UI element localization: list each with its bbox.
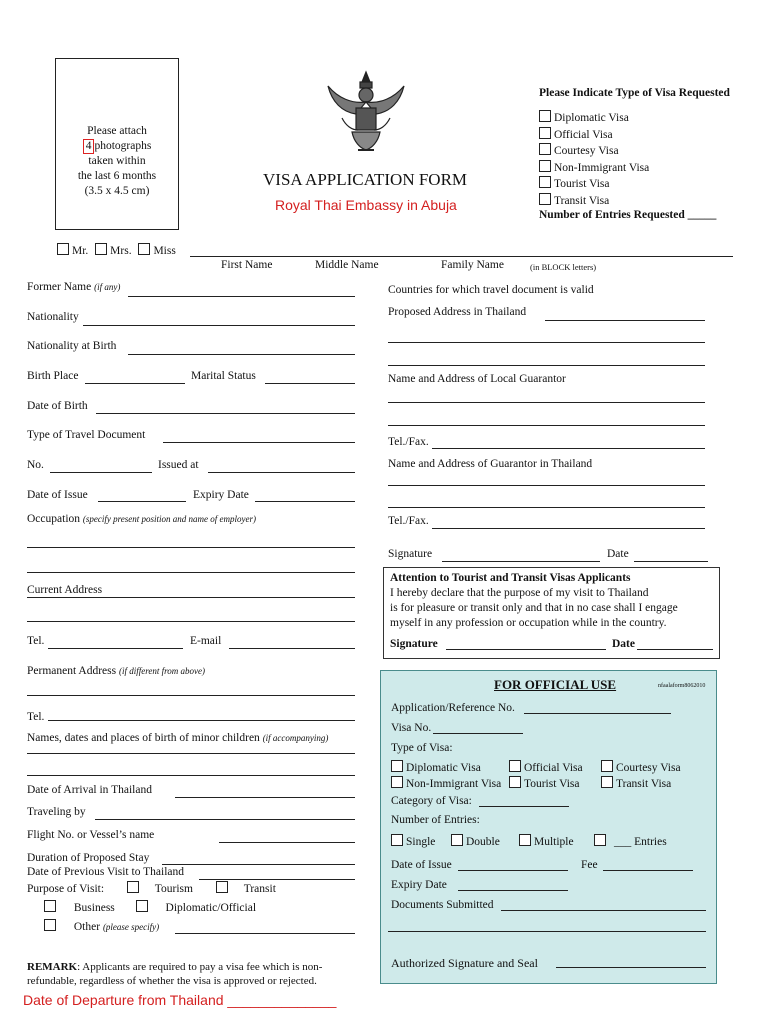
checkbox-mrs[interactable] <box>95 243 107 255</box>
checkbox[interactable] <box>391 834 403 846</box>
perm-address-label: Permanent Address (if different from above) <box>27 665 206 677</box>
children-field-2[interactable] <box>27 775 355 776</box>
checkbox[interactable] <box>539 160 551 172</box>
first-name-caption: First Name <box>221 259 273 271</box>
app-ref-label: Application/Reference No. <box>391 702 515 714</box>
checkbox[interactable] <box>539 127 551 139</box>
official-visa-transit[interactable]: Transit Visa <box>601 776 671 790</box>
checkbox[interactable] <box>594 834 606 846</box>
authorized-signature-label: Authorized Signature and Seal <box>391 956 538 970</box>
occupation-field-2[interactable] <box>27 572 355 573</box>
visa-option-non-immigrant[interactable] <box>539 160 649 177</box>
perm-address-field[interactable] <box>27 695 355 696</box>
birth-place-label: Birth Place <box>27 370 79 382</box>
flight-field[interactable] <box>219 842 355 843</box>
checkbox[interactable] <box>539 176 551 188</box>
prev-visit-field[interactable] <box>199 879 355 880</box>
photo-line-5: (3.5 x 4.5 cm) <box>84 185 150 197</box>
official-use-box <box>380 670 717 984</box>
business-label: Business <box>73 902 115 914</box>
title-checkboxes <box>57 243 176 257</box>
checkbox-miss[interactable] <box>138 243 150 255</box>
authorized-signature-field[interactable] <box>556 967 706 968</box>
checkbox-mr[interactable] <box>57 243 69 255</box>
tel-label: Tel. <box>27 635 45 647</box>
photo-line-3: taken within <box>88 155 146 167</box>
declaration-signature-field[interactable] <box>446 649 606 650</box>
nationality-birth-field[interactable] <box>128 354 355 355</box>
expiry-date-field[interactable] <box>255 501 355 502</box>
purpose-row-3 <box>44 919 159 933</box>
proposed-address-field-2[interactable] <box>388 342 705 343</box>
departure-date-field[interactable]: Date of Departure from Thailand ______________ <box>23 992 337 1008</box>
checkbox[interactable] <box>391 760 403 772</box>
declaration-title: Attention to Tourist and Transit Visas Applicants <box>390 572 631 584</box>
dob-field[interactable] <box>96 413 355 414</box>
occupation-field-1[interactable] <box>27 547 355 548</box>
remark-label: REMARK <box>27 961 78 973</box>
former-name-field[interactable] <box>128 296 355 297</box>
nationality-field[interactable] <box>83 325 355 326</box>
documents-field-1[interactable] <box>501 910 706 911</box>
entry-single[interactable]: Single <box>391 834 435 848</box>
official-visa-tourist[interactable]: Tourist Visa <box>509 776 579 790</box>
checkbox[interactable] <box>601 760 613 772</box>
miss-label: Miss <box>153 245 176 257</box>
visa-option-tourist[interactable] <box>539 176 649 193</box>
duration-field[interactable] <box>162 864 355 865</box>
other-label: Other <box>73 921 101 933</box>
prev-visit-label: Date of Previous Visit to Thailand <box>27 866 184 878</box>
checkbox-other[interactable] <box>44 919 56 931</box>
checkbox[interactable] <box>601 776 613 788</box>
tel2-field[interactable] <box>48 720 355 721</box>
current-address-field-2[interactable] <box>27 621 355 622</box>
photo-line-1: Please attach <box>87 125 147 137</box>
declaration-text: I hereby declare that the purpose of my visit to Thailand is for pleasure or transit only and that in no case shall I engage myself in any profession or occupation while in the country. <box>390 587 678 629</box>
entry-double[interactable]: Double <box>451 834 500 848</box>
official-expiry-field[interactable] <box>458 890 568 891</box>
category-label: Category of Visa: <box>391 795 472 807</box>
tel2-label: Tel. <box>27 711 45 723</box>
thai-guarantor-field-1[interactable] <box>388 485 705 486</box>
visa-option-courtesy[interactable] <box>539 143 649 160</box>
checkbox[interactable] <box>539 193 551 205</box>
travel-doc-label: Type of Travel Document <box>27 429 146 441</box>
mr-label: Mr. <box>72 245 89 257</box>
declaration-date-label: Date <box>612 638 635 650</box>
official-date-issue-field[interactable] <box>458 870 568 871</box>
other-note: (please specify) <box>102 922 160 932</box>
current-address-field-1[interactable] <box>27 597 355 598</box>
fee-field[interactable] <box>603 870 693 871</box>
checkbox[interactable] <box>539 143 551 155</box>
block-letters-note: (in BLOCK letters) <box>530 262 597 272</box>
children-label: Names, dates and places of birth of minor children (if accompanying) <box>27 732 329 744</box>
expiry-date-label: Expiry Date <box>193 489 249 501</box>
entries-label: Number of Entries: <box>391 814 480 826</box>
visa-option-label: Tourist Visa <box>554 178 610 190</box>
visa-option-label: Courtesy Visa <box>554 145 619 157</box>
visa-type-options <box>539 110 649 209</box>
photo-instructions <box>56 124 178 199</box>
current-address-label: Current Address <box>27 584 103 596</box>
countries-label: Countries for which travel document is valid <box>388 284 594 296</box>
doc-no-label: No. <box>27 459 44 471</box>
local-guarantor-label: Name and Address of Local Guarantor <box>388 373 566 385</box>
checkbox[interactable] <box>509 776 521 788</box>
date-label: Date <box>607 548 629 560</box>
entry-custom[interactable]: ___ Entries <box>594 834 667 848</box>
checkbox-business[interactable] <box>44 900 56 912</box>
visa-no-field[interactable] <box>433 733 523 734</box>
date-issue-label: Date of Issue <box>27 489 88 501</box>
thai-guarantor-label: Name and Address of Guarantor in Thailand <box>388 458 593 470</box>
visa-option-label: Diplomatic Visa <box>554 112 629 124</box>
issued-at-field[interactable] <box>208 472 355 473</box>
other-field[interactable] <box>175 933 355 934</box>
telfax2-label: Tel./Fax. <box>388 515 429 527</box>
telfax1-field[interactable] <box>432 448 705 449</box>
nationality-birth-label: Nationality at Birth <box>27 340 117 352</box>
declaration-signature-label: Signature <box>390 638 438 650</box>
checkbox[interactable] <box>509 760 521 772</box>
flight-label: Flight No. or Vessel’s name <box>27 829 155 841</box>
visa-option-label: Non-Immigrant Visa <box>554 161 650 174</box>
visa-type-heading: Please Indicate Type of Visa Requested <box>539 87 730 99</box>
arrival-label: Date of Arrival in Thailand <box>27 784 152 796</box>
documents-label: Documents Submitted <box>391 899 494 911</box>
photo-attachment-box <box>55 58 179 230</box>
occupation-label: Occupation (specify present position and name of employer) <box>27 513 257 525</box>
birth-place-field[interactable] <box>85 383 185 384</box>
local-guarantor-field-2[interactable] <box>388 425 705 426</box>
transit-label: Transit <box>243 883 276 895</box>
signature-field[interactable] <box>442 561 600 562</box>
official-visa-non-immigrant[interactable]: Non-Immigrant Visa <box>391 776 501 790</box>
email-field[interactable] <box>229 648 355 649</box>
form-code: nfaalaform8062010 <box>658 683 706 689</box>
telfax2-field[interactable] <box>432 528 705 529</box>
date-issue-field[interactable] <box>98 501 186 502</box>
photo-line-4: the last 6 months <box>77 170 157 182</box>
entries-requested: Number of Entries Requested _____ <box>539 209 717 221</box>
marital-status-label: Marital Status <box>191 370 256 382</box>
app-ref-field[interactable] <box>524 713 671 714</box>
photo-line-2: photographs <box>94 140 152 152</box>
tourism-label: Tourism <box>154 883 193 895</box>
proposed-address-field[interactable] <box>545 320 705 321</box>
checkbox[interactable] <box>451 834 463 846</box>
fee-label: Fee <box>581 859 598 871</box>
tourist-declaration-box <box>383 567 720 659</box>
official-visa-official[interactable]: Official Visa <box>509 760 583 774</box>
official-date-issue-label: Date of Issue <box>391 859 452 871</box>
visa-option-official[interactable] <box>539 127 649 144</box>
signature-label: Signature <box>388 548 433 560</box>
checkbox[interactable] <box>539 110 551 122</box>
mrs-label: Mrs. <box>110 245 132 257</box>
checkbox[interactable] <box>391 776 403 788</box>
entry-multiple[interactable]: Multiple <box>519 834 574 848</box>
remark-text: REMARK: Applicants are required to pay a visa fee which is non- refundable, regardless of whether the visa is approved or rejected. <box>27 961 323 987</box>
official-expiry-label: Expiry Date <box>391 879 447 891</box>
form-title: VISA APPLICATION FORM <box>263 170 468 189</box>
former-name-label: Former Name (if any) <box>27 281 121 293</box>
email-label: E-mail <box>190 635 222 647</box>
category-field[interactable] <box>479 806 569 807</box>
declaration-date-field[interactable] <box>637 649 713 650</box>
visa-option-transit[interactable] <box>539 193 649 210</box>
purpose-row <box>27 881 276 895</box>
photo-count: 4 <box>83 139 95 154</box>
diplomatic-label: Diplomatic/Official <box>165 902 257 914</box>
visa-option-diplomatic[interactable] <box>539 110 649 127</box>
issued-at-label: Issued at <box>158 459 199 471</box>
full-name-field[interactable] <box>190 256 733 257</box>
nationality-label: Nationality <box>27 311 79 323</box>
purpose-row-2 <box>44 900 256 914</box>
embassy-subtitle: Royal Thai Embassy in Abuja <box>275 197 457 213</box>
thai-garuda-emblem-icon <box>322 68 410 156</box>
date-field[interactable] <box>634 561 708 562</box>
documents-field-2[interactable] <box>388 931 706 932</box>
telfax1-label: Tel./Fax. <box>388 436 429 448</box>
marital-status-field[interactable] <box>265 383 355 384</box>
proposed-address-label: Proposed Address in Thailand <box>388 306 527 318</box>
checkbox-tourism[interactable] <box>127 881 139 893</box>
dob-label: Date of Birth <box>27 400 88 412</box>
checkbox-transit[interactable] <box>216 881 228 893</box>
proposed-address-field-3[interactable] <box>388 365 705 366</box>
duration-label: Duration of Proposed Stay <box>27 852 150 864</box>
visa-option-label: Transit Visa <box>554 194 610 207</box>
visa-option-label: Official Visa <box>554 128 613 141</box>
official-visa-diplomatic[interactable]: Diplomatic Visa <box>391 760 481 774</box>
local-guarantor-field-1[interactable] <box>388 402 705 403</box>
purpose-label: Purpose of Visit: <box>27 883 105 895</box>
official-visa-courtesy[interactable]: Courtesy Visa <box>601 760 681 774</box>
type-of-visa-label: Type of Visa: <box>391 742 453 754</box>
traveling-by-label: Traveling by <box>27 806 86 818</box>
family-name-caption: Family Name <box>441 259 504 271</box>
official-use-title: FOR OFFICIAL USE <box>494 677 617 692</box>
tel-field[interactable] <box>48 648 183 649</box>
visa-no-label: Visa No. <box>391 722 432 734</box>
traveling-by-field[interactable] <box>95 819 355 820</box>
checkbox[interactable] <box>519 834 531 846</box>
thai-guarantor-field-2[interactable] <box>388 507 705 508</box>
doc-no-field[interactable] <box>50 472 152 473</box>
checkbox-diplomatic[interactable] <box>136 900 148 912</box>
children-field-1[interactable] <box>27 753 355 754</box>
travel-doc-field[interactable] <box>163 442 355 443</box>
arrival-field[interactable] <box>175 797 355 798</box>
middle-name-caption: Middle Name <box>315 259 379 271</box>
